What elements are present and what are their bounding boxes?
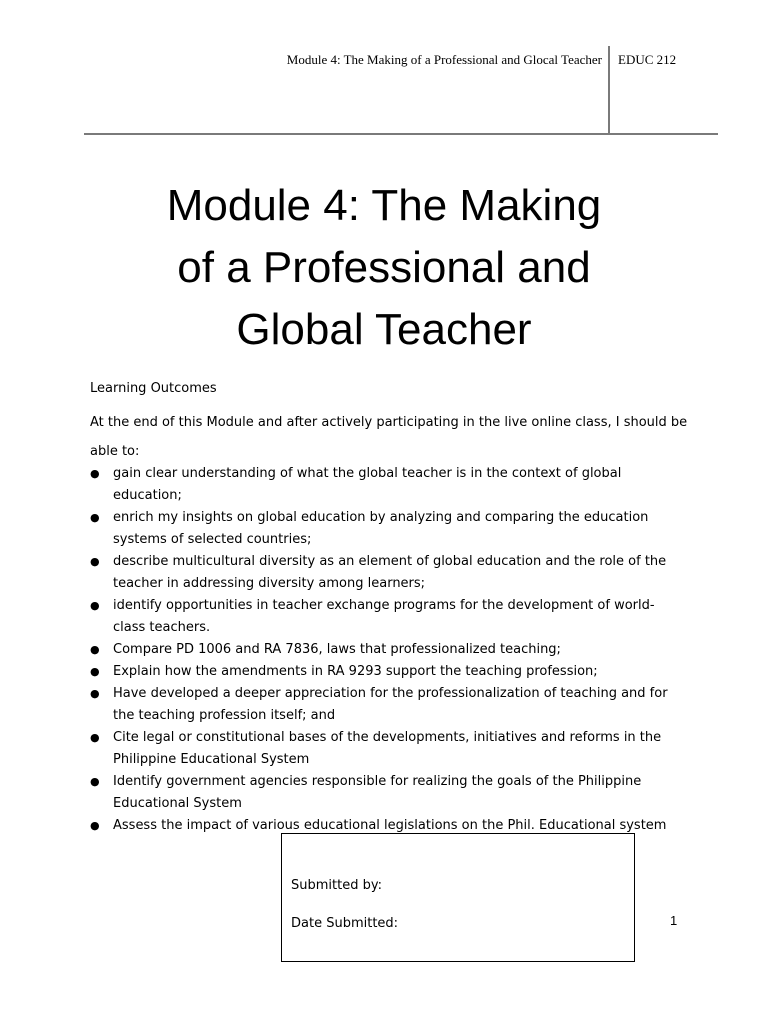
bullet-icon: ●	[90, 665, 100, 678]
module-title-line-3: Global Teacher	[236, 305, 532, 354]
list-item-text: identify opportunities in teacher exchange programs for the development of world-class teachers.	[113, 598, 655, 635]
learning-outcomes-intro: At the end of this Module and after actively participating in the live online class, I should be able to:	[90, 415, 688, 459]
submitted-by-label: Submitted by:	[291, 878, 382, 893]
list-item	[90, 727, 680, 771]
learning-outcomes-heading: Learning Outcomes	[90, 381, 217, 396]
list-item	[90, 771, 680, 815]
course-code: EDUC 212	[618, 52, 677, 67]
list-item-text: Have developed a deeper appreciation for the professionalization of teaching and for the teaching profession itself; and	[113, 686, 668, 723]
bullet-icon: ●	[90, 775, 100, 788]
bullet-icon: ●	[90, 467, 100, 480]
list-item-text: Explain how the amendments in RA 9293 support the teaching profession;	[113, 664, 598, 679]
module-title-line-2: of a Professional and	[177, 243, 591, 292]
list-item	[90, 683, 680, 727]
bullet-icon: ●	[90, 819, 100, 832]
running-header-title: Module 4: The Making of a Professional and Glocal Teacher	[286, 52, 602, 67]
bullet-icon: ●	[90, 555, 100, 568]
date-submitted-label: Date Submitted:	[291, 916, 399, 931]
list-item	[90, 595, 680, 639]
list-item	[90, 551, 680, 595]
list-item-text: Identify government agencies responsible for realizing the goals of the Philippine Educational System	[113, 774, 642, 811]
page-number: 1	[670, 913, 678, 928]
bullet-icon: ●	[90, 731, 100, 744]
submission-box	[281, 833, 635, 962]
module-title	[84, 175, 684, 361]
module-title-line-1: Module 4: The Making	[166, 181, 602, 230]
list-item-text: describe multicultural diversity as an element of global education and the role of the teacher in addressing diversity among learners;	[113, 554, 667, 591]
header-divider-vertical	[608, 46, 610, 135]
header-rule	[84, 133, 718, 135]
list-item	[90, 639, 680, 661]
list-item-text: Cite legal or constitutional bases of the developments, initiatives and reforms in the Philippine Educational System	[113, 730, 662, 767]
list-item	[90, 661, 680, 683]
bullet-icon: ●	[90, 643, 100, 656]
list-item	[90, 463, 680, 507]
list-item-text: Compare PD 1006 and RA 7836, laws that professionalized teaching;	[113, 642, 561, 657]
bullet-icon: ●	[90, 687, 100, 700]
list-item	[90, 507, 680, 551]
list-item-text: gain clear understanding of what the global teacher is in the context of global education;	[113, 466, 622, 503]
learning-outcomes-list	[90, 463, 680, 837]
bullet-icon: ●	[90, 511, 100, 524]
list-item-text: Assess the impact of various educational legislations on the Phil. Educational system	[113, 818, 667, 833]
list-item-text: enrich my insights on global education by analyzing and comparing the education systems of selected countries;	[113, 510, 649, 547]
bullet-icon: ●	[90, 599, 100, 612]
